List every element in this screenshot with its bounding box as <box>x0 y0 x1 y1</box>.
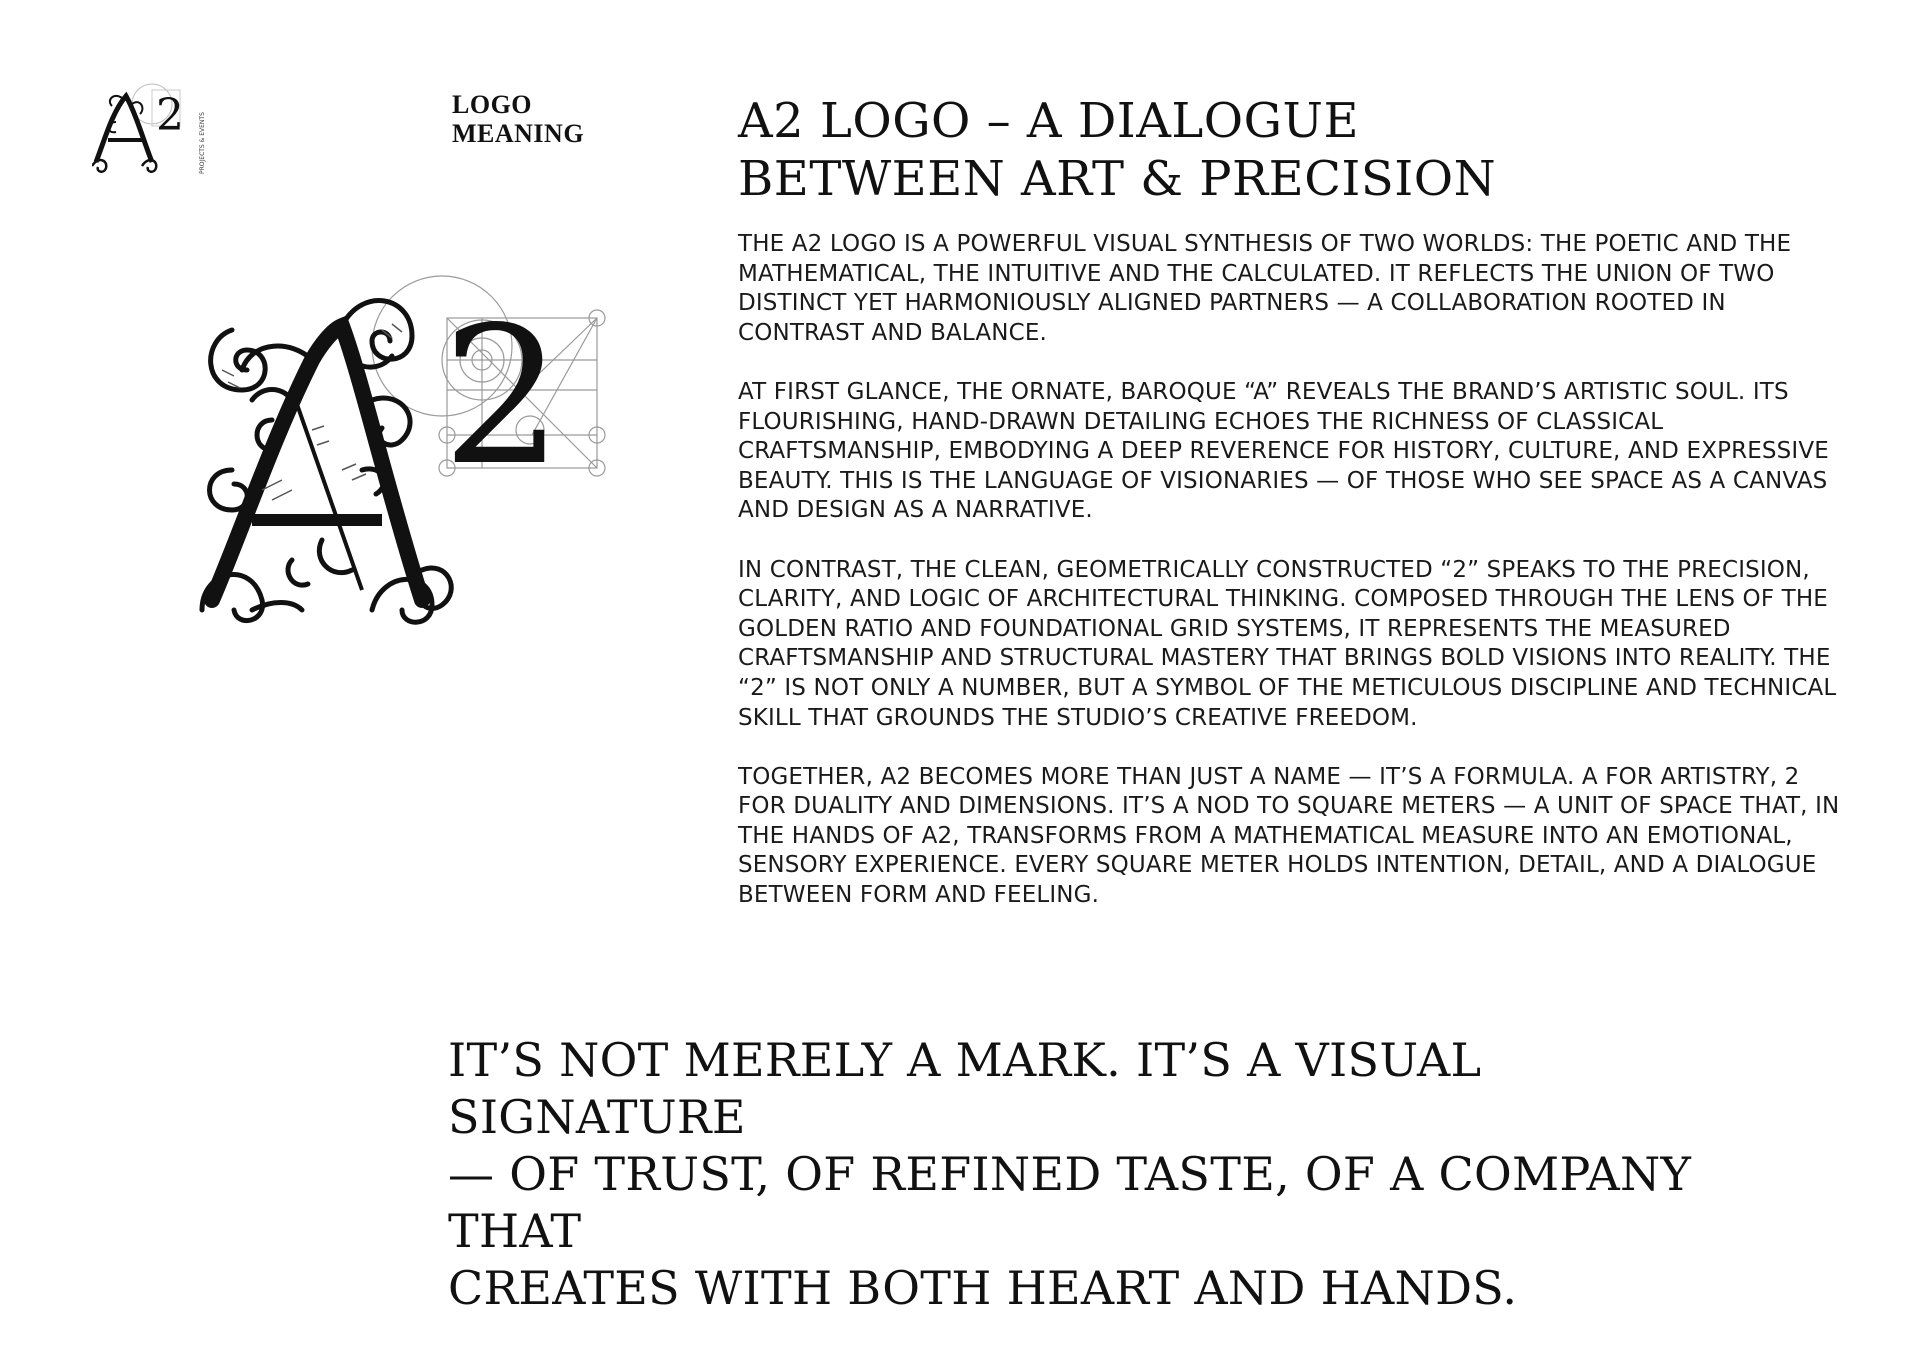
brand-logo <box>92 82 232 182</box>
ornate-a-flourish-left <box>92 160 106 172</box>
ornate-a-large <box>202 301 451 623</box>
page-title-line-1: A2 LOGO – A DIALOGUE <box>738 93 1359 149</box>
body-text <box>738 230 1848 940</box>
numeral-two-glyph: 2 <box>156 90 184 141</box>
ornate-a-flourish-right <box>142 160 156 172</box>
brand-tagline: PROJECTS & EVENTS <box>199 112 206 174</box>
ornate-a-inner-line <box>292 390 362 590</box>
closing-line-3: CREATES WITH BOTH HEART AND HANDS. <box>448 1261 1518 1315</box>
paragraph-geometric-two: IN CONTRAST, THE CLEAN, GEOMETRICALLY CONSTRUCTED “2” SPEAKS TO THE PRECISION, CLARITY, AND LOGIC OF ARCHITECTURAL THINKING. COMPOSED THROUGH THE LENS OF THE GOLDEN RATIO AND FOUNDATIONAL GRID SYSTEMS, IT REPRESENTS THE MEASURED CRAFTSMANSHIP AND STRUCTURAL MASTERY THAT BRINGS BOLD VISIONS INTO REALITY. THE “2” IS NOT ONLY A NUMBER, BUT A SYMBOL OF THE METICULOUS DISCIPLINE AND TECHNICAL SKILL THAT GROUNDS THE STUDIO’S CREATIVE FREEDOM. <box>738 556 1837 731</box>
section-label <box>452 90 652 148</box>
brand-logo-mark <box>92 82 232 182</box>
page-title <box>738 92 1838 208</box>
closing-line-2: — OF TRUST, OF REFINED TASTE, OF A COMPANY THAT <box>448 1147 1692 1258</box>
section-label-line-2: MEANING <box>452 119 585 148</box>
paragraph-together: TOGETHER, A2 BECOMES MORE THAN JUST A NAME — IT’S A FORMULA. A FOR ARTISTRY, 2 FOR DUALITY AND DIMENSIONS. IT’S A NOD TO SQUARE METERS — A UNIT OF SPACE THAT, IN THE HANDS OF A2, TRANSFORMS FROM A MATHEMATICAL MEASURE INTO AN EMOTIONAL, SENSORY EXPERIENCE. EVERY SQUARE METER HOLDS INTENTION, DETAIL, AND A DIALOGUE BETWEEN FORM AND FEELING. <box>738 763 1840 909</box>
closing-line-1: IT’S NOT MERELY A MARK. IT’S A VISUAL SIGNATURE <box>448 1033 1482 1144</box>
section-label-line-1: LOGO <box>452 90 533 119</box>
ornate-a-stroke <box>96 96 152 162</box>
numeral-two-large: 2 <box>442 286 563 507</box>
a2-construction-illustration <box>192 270 622 630</box>
paragraph-baroque-a: AT FIRST GLANCE, THE ORNATE, BAROQUE “A” REVEALS THE BRAND’S ARTISTIC SOUL. ITS FLOURISHING, HAND-DRAWN DETAILING ECHOES THE RICHNESS OF CLASSICAL CRAFTSMANSHIP, EMBODYING A DEEP REVERENCE FOR HISTORY, CULTURE, AND EXPRESSIVE BEAUTY. THIS IS THE LANGUAGE OF VISIONARIES — OF THOSE WHO SEE SPACE AS A CANVAS AND DESIGN AS A NARRATIVE. <box>738 378 1829 524</box>
hero-logo-illustration <box>192 270 622 630</box>
closing-statement <box>448 1032 1768 1317</box>
paragraph-intro: THE A2 LOGO IS A POWERFUL VISUAL SYNTHESIS OF TWO WORLDS: THE POETIC AND THE MATHEMATICAL, THE INTUITIVE AND THE CALCULATED. IT REFLECTS THE UNION OF TWO DISTINCT YET HARMONIOUSLY ALIGNED PARTNERS — A COLLABORATION ROOTED IN CONTRAST AND BALANCE. <box>738 231 1792 346</box>
page-title-line-2: BETWEEN ART & PRECISION <box>738 151 1497 207</box>
